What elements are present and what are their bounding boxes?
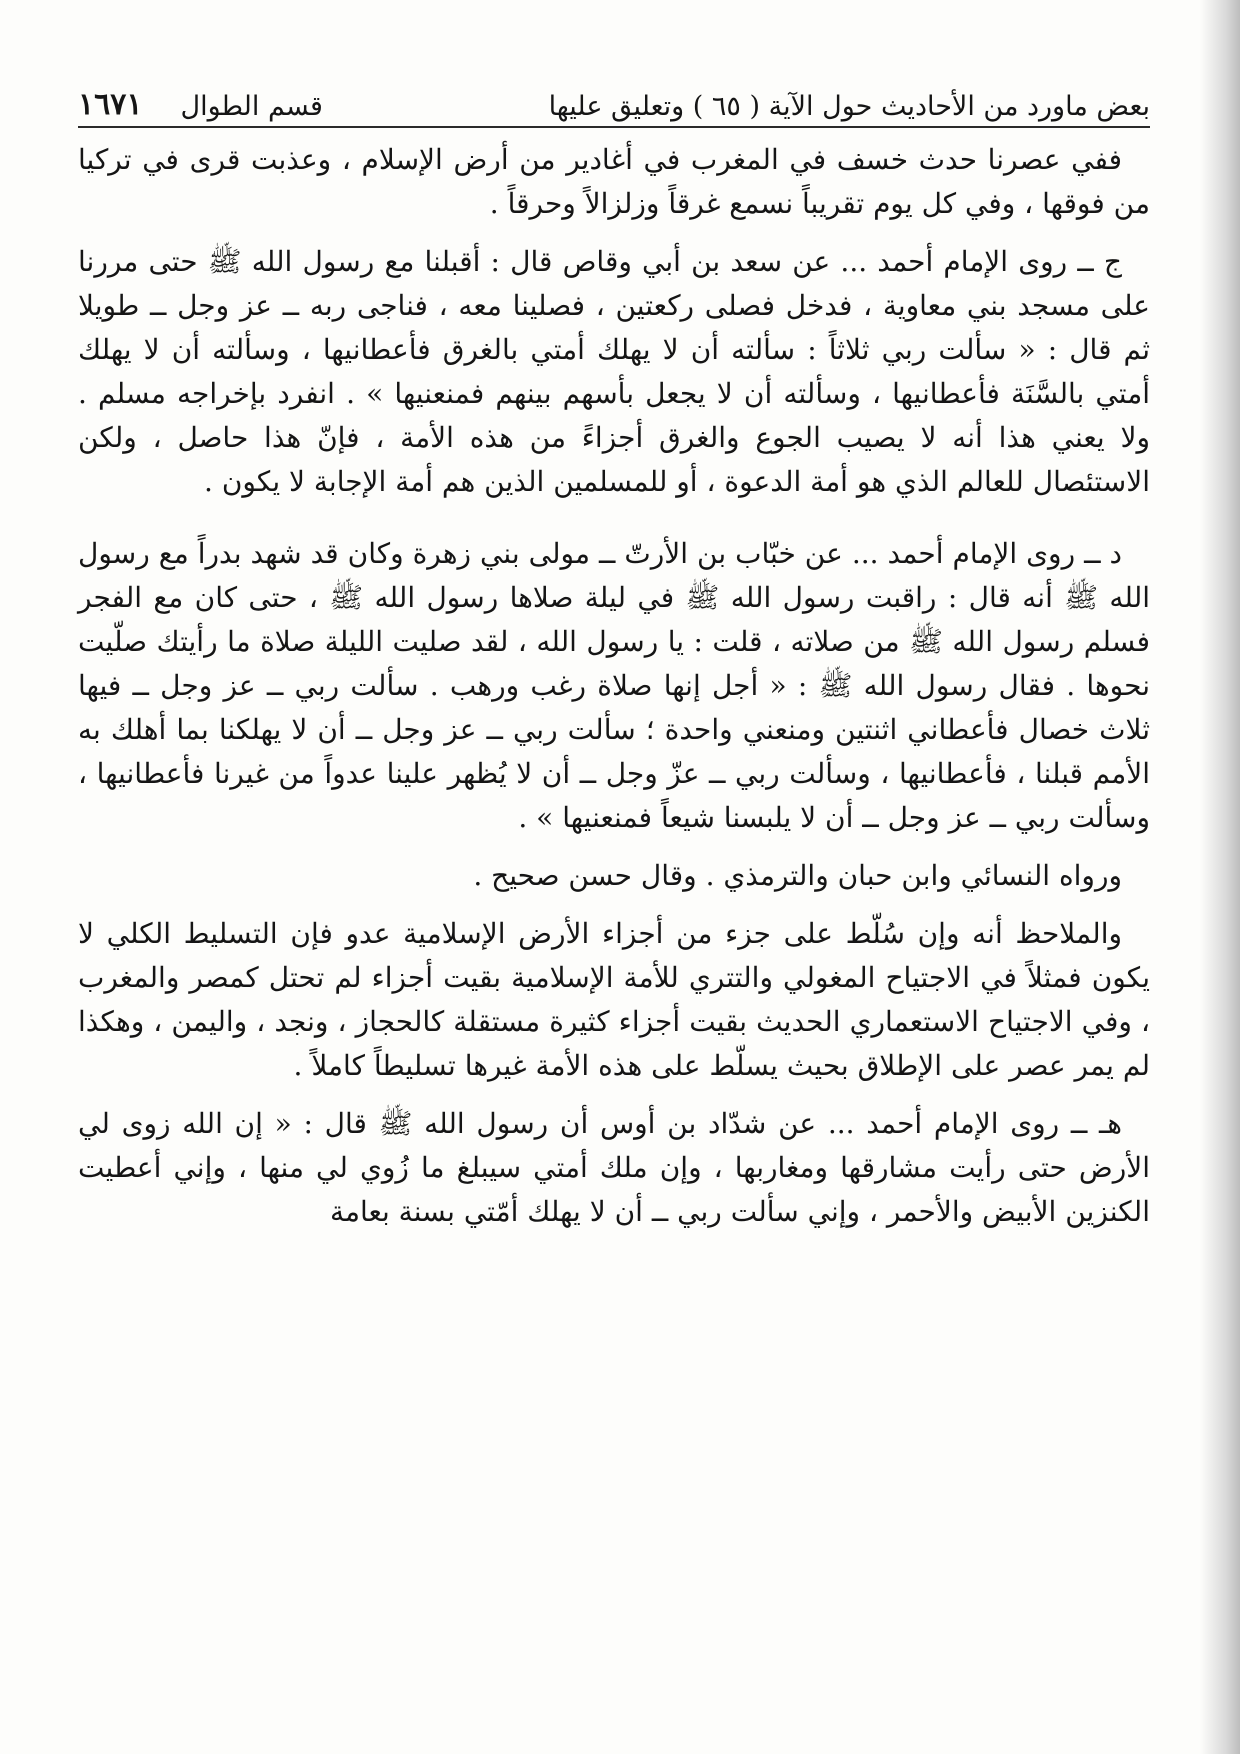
paragraph-hadith-saad: ج ــ روى الإمام أحمد ... عن سعد بن أبي وقاص قال : أقبلنا مع رسول الله ﷺ حتى مررنا على مسجد بني معاوية ، فدخل فصلى ركعتين ، فصلينا معه ، فناجى ربه ــ عز وجل ــ طويلا ثم قال : « سألت ربي ثلاثاً : سألته أن لا يهلك أمتي بالغرق فأعطانيها ، وسألته أن لا يهلك أمتي بالسَّنَة فأعطانيها ، وسألته أن لا يجعل بأسهم بينهم فمنعنيها » . انفرد بإخراجه مسلم . ولا يعني هذا أنه لا يصيب الجوع والغرق أجزاءً من هذه الأمة ، فإنّ هذا حاصل ، ولكن الاستئصال للعالم الذي هو أمة الدعوة ، أو للمسلمين الذين هم أمة الإجابة لا يكون .: [78, 245, 1150, 498]
page-number: ١٦٧١: [78, 87, 143, 122]
header-rule: [78, 126, 1150, 128]
running-header: [78, 70, 1150, 122]
page-edge-shadow: [1200, 0, 1240, 1754]
paragraph-observation: والملاحظ أنه وإن سُلّط على جزء من أجزاء الأرض الإسلامية عدو فإن التسليط الكلي لا يكون فمثلاً في الاجتياح المغولي والتتري للأمة الإسلامية بقيت أجزاء لم تحتل كمصر والمغرب ، وفي الاجتياح الاستعماري الحديث بقيت أجزاء كثيرة مستقلة كالحجاز ، ونجد ، واليمن ، وهكذا لم يمر عصر على الإطلاق بحيث يسلّط على هذه الأمة غيرها تسليطاً كاملاً .: [78, 917, 1150, 1082]
header-section-group: [78, 87, 323, 122]
header-section: قسم الطوال: [180, 91, 323, 122]
header-title: بعض ماورد من الأحاديث حول الآية ( ٦٥ ) وتعليق عليها: [548, 91, 1150, 122]
paragraph-narrators: ورواه النسائي وابن حبان والترمذي . وقال حسن صحيح .: [473, 859, 1122, 892]
page-body: [78, 138, 1150, 1248]
paragraph-hadith-khabbab: د ــ روى الإمام أحمد ... عن خبّاب بن الأرتّ ــ مولى بني زهرة وكان قد شهد بدراً مع رسول الله ﷺ أنه قال : راقبت رسول الله ﷺ في ليلة صلاها رسول الله ﷺ ، حتى كان مع الفجر فسلم رسول الله ﷺ من صلاته ، قلت : يا رسول الله ، لقد صليت الليلة صلاة ما رأيتك صلّيت نحوها . فقال رسول الله ﷺ : « أجل إنها صلاة رغب ورهب . سألت ربي ــ عز وجل ــ فيها ثلاث خصال فأعطاني اثنتين ومنعني واحدة ؛ سألت ربي ــ عز وجل ــ أن لا يهلكنا بما أهلك به الأمم قبلنا ، فأعطانيها ، وسألت ربي ــ عزّ وجل ــ أن لا يُظهر علينا عدواً من غيرنا فأعطانيها ، وسألت ربي ــ عز وجل ــ أن لا يلبسنا شيعاً فمنعنيها » .: [78, 537, 1151, 834]
paragraph-earthquakes: ففي عصرنا حدث خسف في المغرب في أغادير من أرض الإسلام ، وعذبت قرى في تركيا من فوقها ، وفي كل يوم تقريباً نسمع غرقاً وزلزالاً وحرقاً .: [78, 143, 1150, 220]
paragraph-hadith-shaddad: هـ ــ روى الإمام أحمد ... عن شدّاد بن أوس أن رسول الله ﷺ قال : « إن الله زوى لي الأرض حتى رأيت مشارقها ومغاربها ، وإن ملك أمتي سيبلغ ما زُوي لي منها ، وإني أعطيت الكنزين الأبيض والأحمر ، وإني سألت ربي ــ أن لا يهلك أمّتي بسنة بعامة: [78, 1107, 1150, 1228]
